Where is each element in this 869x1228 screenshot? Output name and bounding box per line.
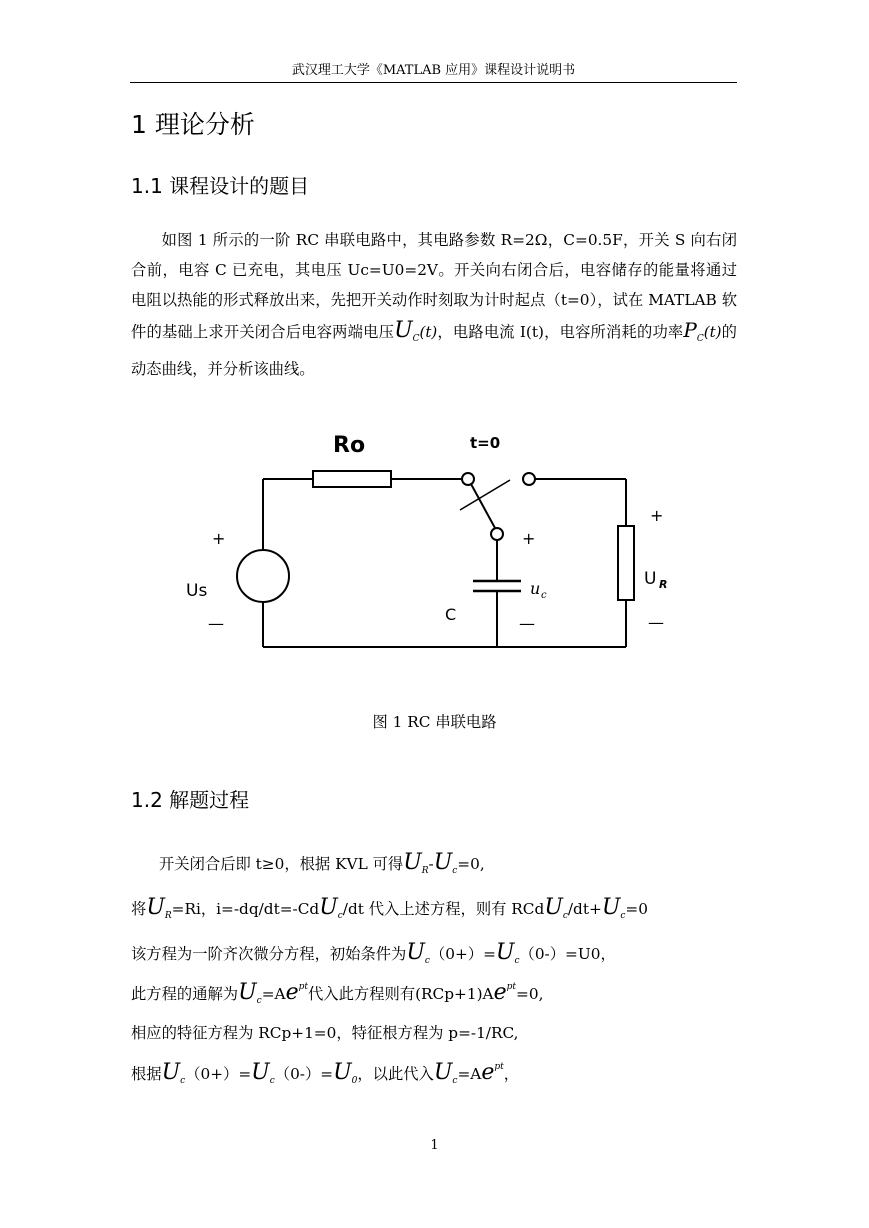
eq6-c2: c: [269, 1076, 275, 1086]
eq3-suffix: （0-）=U0，: [519, 945, 616, 963]
eq2-c2: c: [562, 911, 568, 921]
uc-subscript: C: [412, 334, 420, 344]
eq2-mid3: /dt+: [567, 900, 602, 918]
voltage-source-symbol: [237, 550, 289, 602]
eq1-u: U: [403, 850, 422, 875]
eq6-e: e: [481, 1060, 495, 1085]
eq4-e: e: [285, 980, 299, 1005]
eq2-u4: U: [601, 895, 621, 920]
eq6-zero: 0: [351, 1076, 358, 1086]
eq6-mid4: =A: [457, 1065, 482, 1083]
uc-symbol: U: [394, 318, 413, 343]
eq1-minus: -: [428, 855, 434, 873]
capacitor-label: C: [445, 605, 457, 624]
eq4-prefix: 此方程的通解为: [131, 985, 239, 1003]
eq2-prefix: 将: [131, 900, 147, 918]
eq6-mid1: （0+）=: [185, 1065, 252, 1083]
equation-line-5: 相应的特征方程为 RCp+1=0，特征根方程为 p=-1/RC,: [131, 1024, 519, 1042]
eq6-c: c: [180, 1076, 186, 1086]
equation-line-4: [131, 972, 741, 1016]
eq3-mid1: （0+）=: [429, 945, 496, 963]
eq2-c: c: [337, 911, 343, 921]
eq2-u: U: [146, 895, 165, 920]
eq4-mid1: =A: [261, 985, 286, 1003]
eq4-c: c: [256, 996, 262, 1006]
eq3-c: c: [424, 956, 430, 966]
pc-argument: (t): [703, 323, 722, 341]
eq1-u2: U: [433, 850, 453, 875]
eq3-prefix: 该方程为一阶齐次微分方程，初始条件为: [131, 945, 407, 963]
eq6-c3: c: [452, 1076, 458, 1086]
para-text-2: ，电路电流 I(t)，电容所消耗的功率: [437, 323, 684, 341]
eq3-c2: c: [514, 956, 520, 966]
right-plus: +: [650, 506, 664, 525]
eq4-u: U: [238, 980, 257, 1005]
eq2-mid2: /dt 代入上述方程，则有 RCd: [342, 900, 545, 918]
eq1-prefix: 开关闭合后即 t≥0，根据 KVL 可得: [159, 855, 404, 873]
equation-line-3: [131, 938, 741, 976]
para-text-3: 的动态曲线，并分析该曲线。: [131, 323, 737, 378]
source-plus: +: [212, 529, 226, 548]
eq2-u2: U: [319, 895, 338, 920]
eq6-u2: U: [251, 1060, 270, 1085]
para-text-1: 如图 1 所示的一阶 RC 串联电路中，其电路参数 R=2Ω，C=0.5F，开关 S 向右闭合前，电容 C 已充电，其电压 Uc=U0=2V。开关向右闭合后，电容储存的能量将通过电阻以热能的形式释放出来，先把开关动作时刻取为计时起点（t=0），试在 MATLAB 软件的基础上求开关闭合后电容两端电压: [131, 231, 737, 341]
cap-plus: +: [522, 529, 536, 548]
eq6-mid3: ，以此代入: [357, 1065, 434, 1083]
pc-symbol: P: [683, 318, 697, 342]
eq2-suffix: =0: [625, 900, 648, 918]
right-minus: —: [648, 613, 664, 632]
resistor-ro-label: Ro: [333, 433, 366, 458]
problem-paragraph: [131, 225, 737, 384]
figure-caption: 图 1 RC 串联电路: [372, 713, 497, 731]
eq4-e2: e: [493, 980, 507, 1005]
right-resistor-label: U: [644, 569, 657, 589]
eq1-r: R: [421, 866, 429, 876]
pc-subscript: C: [696, 334, 704, 344]
subsection-title-1: 1.1 课程设计的题目: [131, 174, 310, 198]
eq6-suffix: ，: [503, 1065, 520, 1083]
page-number: 1: [430, 1138, 439, 1153]
eq6-prefix: 根据: [131, 1065, 162, 1083]
eq3-u2: U: [495, 940, 515, 965]
switch-contact-left: [462, 473, 474, 485]
eq4-mid2: 代入此方程则有(RCp+1)A: [307, 985, 494, 1003]
equation-line-1: [159, 848, 769, 886]
subsection-title-2: 1.2 解题过程: [131, 788, 250, 812]
right-resistor-sub: R: [659, 578, 668, 591]
cap-minus: —: [519, 614, 535, 633]
section-title: 1 理论分析: [131, 110, 255, 139]
page-header: 武汉理工大学《MATLAB 应用》课程设计说明书: [130, 62, 737, 83]
eq2-mid1: =Ri，i=-dq/dt=-Cd: [171, 900, 320, 918]
eq6-mid2: （0-）=: [274, 1065, 334, 1083]
eq2-r: R: [164, 911, 172, 921]
source-minus: —: [208, 614, 224, 633]
eq6-u4: U: [433, 1060, 453, 1085]
resistor-ur-body: [618, 526, 634, 600]
resistor-ro-body: [313, 471, 391, 487]
eq1-suffix: =0,: [457, 855, 485, 873]
eq6-pt: pt: [494, 1062, 504, 1072]
switch-label: t=0: [470, 434, 501, 452]
eq4-pt: pt: [298, 982, 308, 992]
switch-contact-right: [523, 473, 535, 485]
equation-line-6: [131, 1052, 741, 1096]
eq6-u: U: [161, 1060, 181, 1085]
eq3-u: U: [406, 940, 425, 965]
cap-voltage-label: u: [530, 579, 541, 598]
eq4-pt2: pt: [506, 982, 517, 992]
rc-circuit-diagram: [170, 420, 690, 660]
eq2-c3: c: [620, 911, 626, 921]
cap-voltage-sub: c: [541, 590, 547, 601]
eq1-c: c: [452, 866, 458, 876]
switch-contact-pivot: [491, 528, 503, 540]
eq2-u3: U: [544, 895, 563, 920]
eq6-u3: U: [333, 1060, 352, 1085]
source-label: Us: [186, 581, 208, 601]
eq4-suffix: =0,: [516, 985, 544, 1003]
equation-line-2: [131, 893, 741, 931]
uc-argument: (t): [419, 323, 438, 341]
